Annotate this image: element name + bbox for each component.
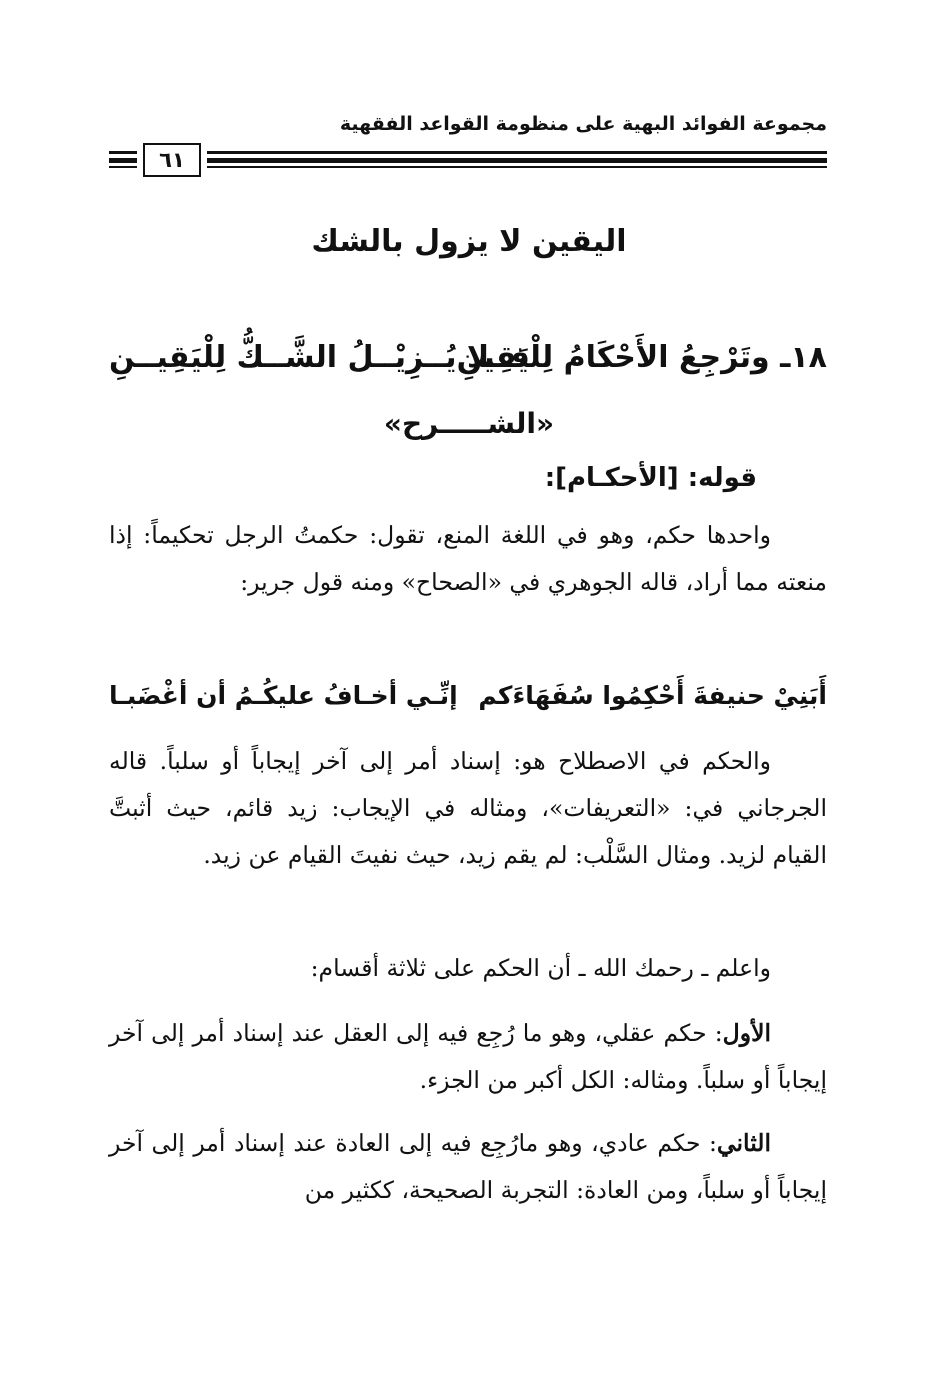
commentary-heading: «الشـــــرح» [383,407,555,440]
header-rule-line [109,166,137,168]
header-rule-line [207,151,827,154]
second-division-paragraph [109,1120,827,1214]
first-division-paragraph [109,1010,827,1104]
header-rule-line [109,158,137,163]
terminology-paragraph [109,738,827,879]
paragraph-text: واحدها حكم، وهو في اللغة المنع، تقول: حكمتُ الرجل تحكيماً: إذا منعته مما أراد، قاله الجوهري في «الصحاح» ومنه قول جرير: [109,521,827,596]
paragraph-text [109,1120,827,1214]
paragraph-text [109,1010,827,1104]
paragraph-text: والحكم في الاصطلاح هو: إسناد أمر إلى آخر إيجاباً أو سلباً. قاله الجرجاني في: «التعريفات»، ومثاله في الإيجاب: زيد قائم، حيث أثبتَّ القيام لزيد. ومثال السَّلْب: لم يقم زيد، حيث نفيتَ القيام عن زيد. [109,747,827,869]
poem-second-hemistich: إنِّـي أخـافُ عليكُـمُ أن أغْضَبـا [109,681,458,710]
division-label: الأول [722,1019,771,1047]
header-rule-line [207,158,827,163]
verse-first-hemistich: ١٨ـ وتَرْجِعُ الأَحْكَامُ لِلْيَقِينِ [456,340,827,375]
chapter-title: اليقين لا يزول بالشك [311,224,627,259]
division-text: : حكم عادي، وهو مارُجِع فيه إلى العادة عند إسناد أمر إلى آخر إيجاباً أو سلباً، ومن العادة: التجربة الصحيحة، ككثير من [109,1129,827,1204]
header-rule-line [109,151,137,154]
quoted-term-heading: قوله: [الأحكـام]: [544,463,757,493]
poem-verse [109,330,827,386]
verse-second-hemistich: فــلا يُــزِيْــلُ الشَّــكُّ لِلْيَقِيــنِ [109,340,530,375]
definition-paragraph [109,512,827,606]
header-rule-line [207,166,827,168]
page-number: ٦١ [143,143,201,177]
division-text: : حكم عقلي، وهو ما رُجِع فيه إلى العقل عند إسناد أمر إلى آخر إيجاباً أو سلباً. ومثاله: الكل أكبر من الجزء. [109,1019,827,1094]
poem-first-hemistich: أَبَنِيْ حنيفةَ أَحْكِمُوا سُفَهَاءَكم [478,681,827,710]
division-label: الثاني [716,1129,771,1157]
quoted-poem-line [109,668,827,724]
divisions-intro-paragraph [109,945,827,992]
header-rule [109,149,827,173]
running-header-title: مجموعة الفوائد البهية على منظومة القواعد الفقهية [339,113,827,135]
paragraph-text: واعلم ـ رحمك الله ـ أن الحكم على ثلاثة أقسام: [310,954,771,982]
